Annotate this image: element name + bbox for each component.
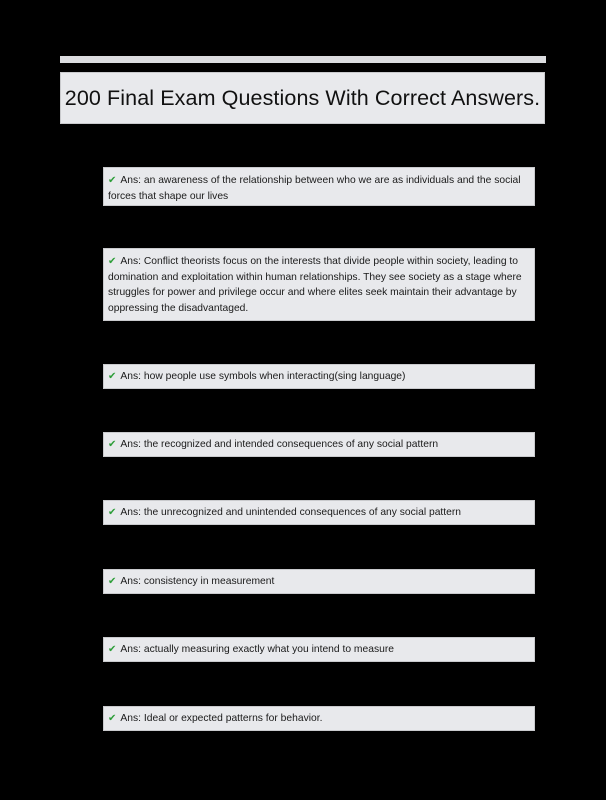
answer-text: Conflict theorists focus on the interests that divide people within society, leading to domination and exploitation within human relationships. They see society as a stage where struggles for power and privilege occur and where elites seek maintain their advantage by oppressing the disadvantaged. <box>108 256 522 314</box>
answer-box <box>103 637 535 662</box>
answer-content <box>108 711 322 727</box>
answer-prefix: Ans: <box>120 256 141 267</box>
answer-box <box>103 248 535 321</box>
answer-prefix: Ans: <box>120 575 141 587</box>
check-icon: ✔ <box>108 175 117 186</box>
answer-box <box>103 500 535 525</box>
answer-prefix: Ans: <box>120 175 141 186</box>
answer-box <box>103 569 535 594</box>
answer-text: an awareness of the relationship between who we are as individuals and the social forces that shape our lives <box>108 175 521 202</box>
answer-box <box>103 432 535 457</box>
answer-content <box>108 642 394 658</box>
answer-prefix: Ans: <box>120 370 141 382</box>
answer-prefix: Ans: <box>120 506 141 518</box>
answer-text: the unrecognized and unintended consequences of any social pattern <box>143 506 462 518</box>
header-rule <box>60 56 546 63</box>
check-icon: ✔ <box>108 438 117 450</box>
answer-text: Ideal or expected patterns for behavior. <box>143 712 323 724</box>
answer-prefix: Ans: <box>120 643 141 655</box>
answer-text: actually measuring exactly what you intend to measure <box>143 643 394 655</box>
answer-content <box>108 437 438 453</box>
check-icon: ✔ <box>108 256 117 267</box>
check-icon: ✔ <box>108 575 117 587</box>
answer-text: the recognized and intended consequences of any social pattern <box>143 438 439 450</box>
answer-content <box>108 254 524 316</box>
check-icon: ✔ <box>108 643 117 655</box>
answer-content <box>108 369 405 385</box>
answer-content <box>108 173 524 204</box>
answer-box <box>103 167 535 206</box>
check-icon: ✔ <box>108 506 117 518</box>
answer-content <box>108 505 461 521</box>
answer-prefix: Ans: <box>120 712 141 724</box>
answer-text: consistency in measurement <box>143 575 275 587</box>
answer-text: how people use symbols when interacting(sing language) <box>143 370 406 382</box>
answer-box <box>103 706 535 731</box>
check-icon: ✔ <box>108 370 117 382</box>
page-title: 200 Final Exam Questions With Correct Answers. <box>64 85 541 110</box>
title-box <box>60 72 545 124</box>
answer-box <box>103 364 535 389</box>
answer-content <box>108 574 274 590</box>
answer-prefix: Ans: <box>120 438 141 450</box>
check-icon: ✔ <box>108 712 117 724</box>
